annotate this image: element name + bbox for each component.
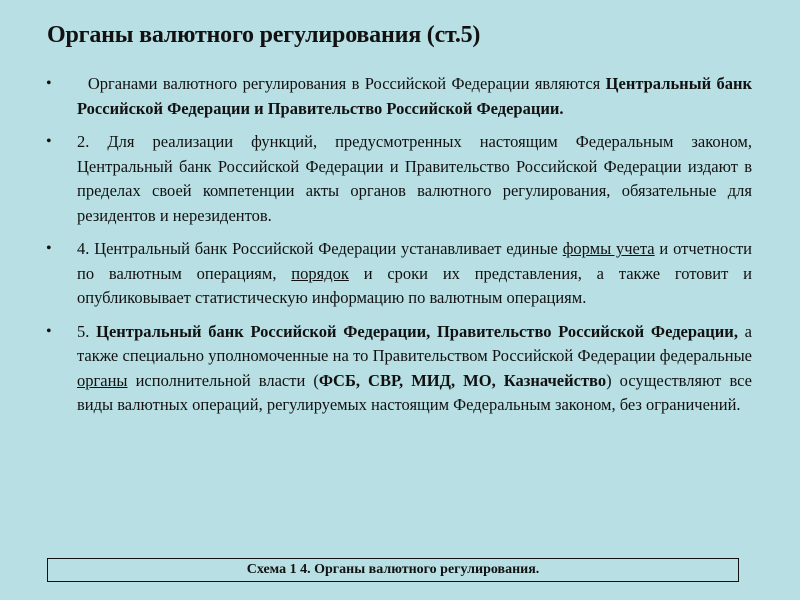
bullet-icon: • <box>46 75 52 92</box>
slide-title: Органы валютного регулирования (ст.5) <box>47 22 481 48</box>
link-procedure[interactable]: порядок <box>291 263 349 283</box>
item-text: а также специально уполномоченные на то Правительством Российской Федерации федеральные <box>77 321 753 365</box>
scheme-caption: Схема 1 4. Органы валютного регулирования. <box>246 562 540 577</box>
list-item-4 <box>46 237 752 311</box>
item-text: 2. Для реализации функций, предусмотренных настоящим Федеральным законом, Центральный банк Российской Федерации и Правительство Российской Федерации издают в пределах своей компетенции акты органов валютного регулирования, обязательные для резидентов и нерезидентов. <box>77 132 752 225</box>
item-text: 4. Центральный банк Российской Федерации устанавливает единые <box>77 239 563 258</box>
item-text: 5. <box>77 321 97 341</box>
bullet-icon: • <box>46 133 52 150</box>
item-text: и сроки их представления, а также готовит и опубликовывает статистическую информацию по валютным операциям. <box>77 263 752 307</box>
item-text: и отчетности по валютным операциям, <box>77 239 753 283</box>
item-bold-text: Центральный банк Российской Федерации, Правительство Российской Федерации, <box>96 321 738 341</box>
item-text: ) осуществляют все виды валютных операций, регулируемых настоящим Федеральным законом, без ограничений. <box>77 370 753 414</box>
link-forms-of-accounting[interactable]: формы учета <box>562 239 655 258</box>
list-item-2 <box>46 130 752 228</box>
bullet-icon: • <box>46 240 52 257</box>
list-item-5 <box>46 320 752 418</box>
bullet-icon: • <box>46 322 52 340</box>
scheme-caption-box <box>47 558 739 582</box>
bullet-list <box>46 72 752 427</box>
link-bodies[interactable]: органы <box>77 370 128 390</box>
item-text: исполнительной власти ( <box>127 370 319 390</box>
list-item-1 <box>46 72 752 121</box>
item-text: Органами валютного регулирования в Российской Федерации являются <box>87 74 606 93</box>
item-bold-text: ФСБ, СВР, МИД, МО, Казначейство <box>318 370 607 390</box>
item-bold-text: Центральный банк Российской Федерации и Правительство Российской Федерации. <box>77 74 752 118</box>
